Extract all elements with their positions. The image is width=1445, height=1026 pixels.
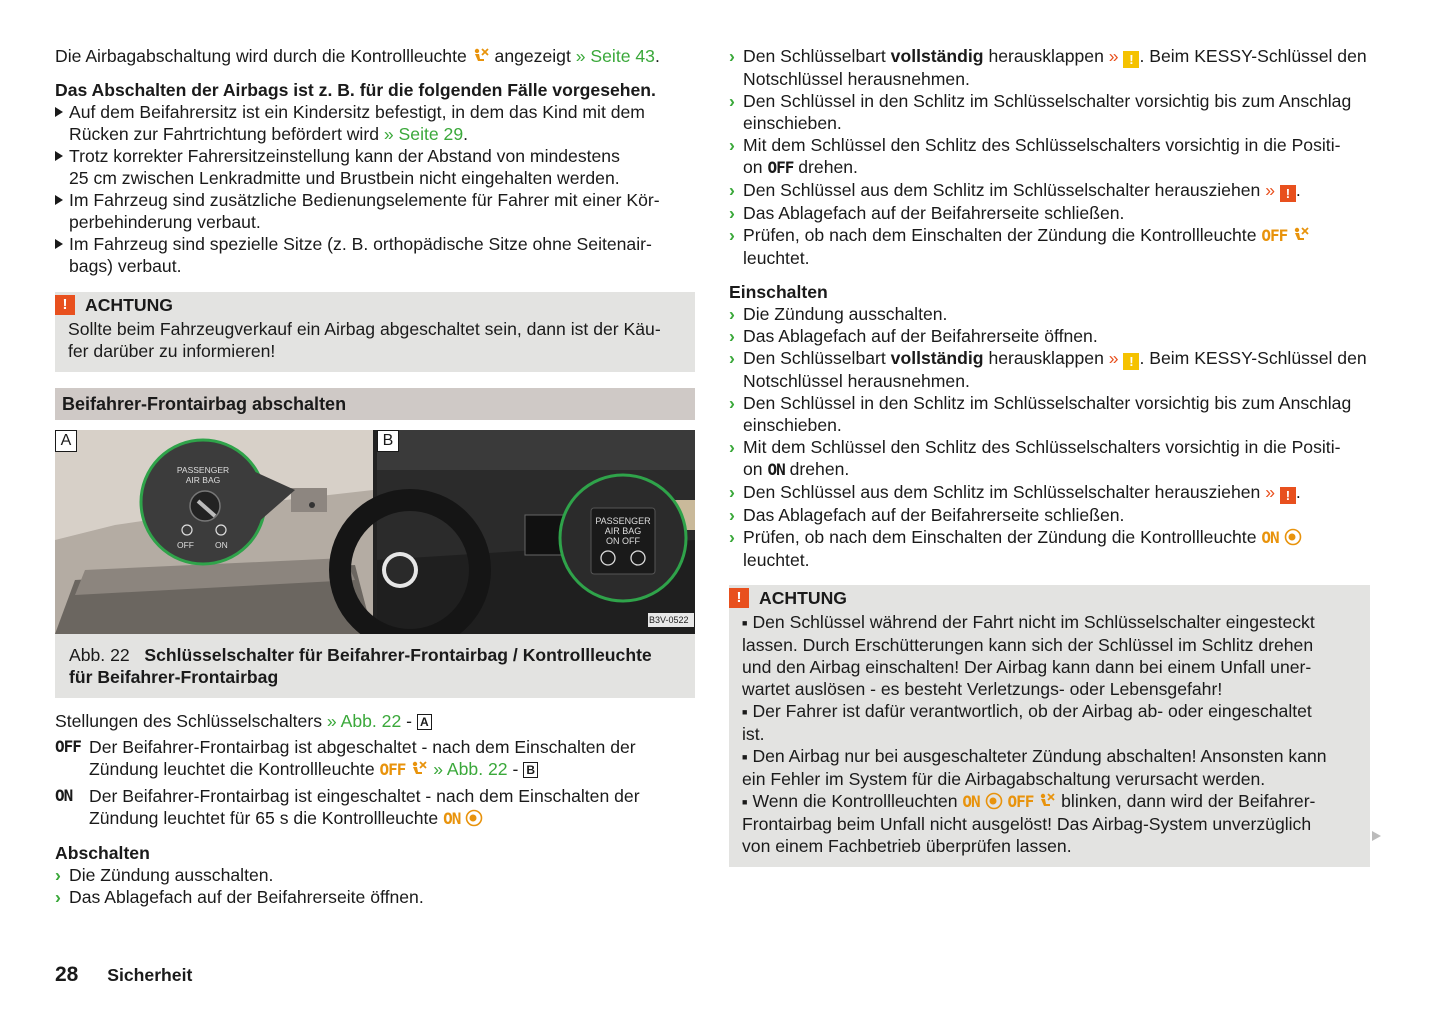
chevron-right-icon: › [55, 865, 61, 885]
abschalten-steps-cont [729, 45, 1370, 269]
link-abb-22-b[interactable]: » Abb. 22 [433, 759, 508, 779]
list-item: › Den Schlüssel aus dem Schlitz im Schlüsselschalter herausziehen » ! . [729, 482, 1301, 503]
positions-intro: Stellungen des Schlüsselschalters » Abb. 22 - A [55, 710, 695, 732]
switch-label-a: PASSENGER AIR BAG [176, 465, 230, 485]
einschalten-steps [729, 303, 1370, 571]
airbag-on-icon [985, 792, 1003, 810]
figure-code: B3V-0522 [649, 615, 689, 625]
list-item: Im Fahrzeug sind zusätzliche Bedienungselemente für Fahrer mit einer Kör- perbehinderung verbaut. [55, 189, 695, 233]
warning-item: ■ Wenn die Kontrollleuchten ON OFF blinken, dann wird der Beifahrer- Frontairbag beim Unfall nicht ausgelöst! Das Airbag-System unverzüglich von einem Fachbetrieb überprüfen lassen. [742, 790, 1357, 857]
chevron-right-icon: › [729, 527, 735, 547]
list-item: › Prüfen, ob nach dem Einschalten der Zündung die Kontrollleuchte OFF leuchtet. [729, 224, 1370, 269]
warning-item: ■ Der Fahrer ist dafür verantwortlich, ob der Airbag ab- oder eingeschaltet ist. [742, 700, 1357, 745]
chevron-right-icon: › [729, 304, 735, 324]
airbag-off-icon [410, 760, 428, 778]
chevron-right-icon: › [729, 203, 735, 223]
list-item: › Das Ablagefach auf der Beifahrerseite schließen. [729, 203, 1125, 223]
indicator-label-b: PASSENGER AIR BAG ON OFF [595, 516, 651, 546]
triangle-bullet-icon [55, 239, 63, 249]
warning-item: ■ Den Schlüssel während der Fahrt nicht im Schlüsselschalter eingesteckt lassen. Durch Erschütterungen kann sich der Schlüssel im Schlitz drehen und den Airbag einschalten! Der Airbag kann dann bei einem Unfall uner- wartet auslösen - es besteht Verletzungs- oder Lebensgefahr! [742, 611, 1357, 700]
list-item: › Mit dem Schlüssel den Schlitz des Schlüsselschalters vorsichtig in die Positi- on OFF drehen. [729, 135, 1341, 177]
cases-heading: Das Abschalten der Airbags ist z. B. für die folgenden Fälle vorgesehen. [55, 80, 656, 100]
chevron-right-icon: › [729, 46, 735, 66]
continue-arrow-icon [1372, 831, 1381, 841]
triangle-bullet-icon [55, 195, 63, 205]
triangle-bullet-icon [55, 107, 63, 117]
chevron-right-icon: › [55, 887, 61, 907]
chevron-right-icon: › [729, 482, 735, 502]
warning-box-1 [55, 292, 695, 372]
section-title: Beifahrer-Frontairbag abschalten [55, 388, 695, 420]
right-column [729, 45, 1370, 867]
chevron-right-icon: › [729, 437, 735, 457]
definition-off: OFF Der Beifahrer-Frontairbag ist abgeschaltet - nach dem Einschalten der Zündung leuchtet die Kontrollleuchte OFF » Abb. 22 - B [55, 737, 636, 779]
definition-on: ON Der Beifahrer-Frontairbag ist eingeschaltet - nach dem Einschalten der Zündung leuchtet für 65 s die Kontrollleuchte ON [55, 786, 640, 828]
warning-icon: ! [1280, 185, 1296, 202]
warning-icon: ! [729, 588, 749, 608]
list-item: › Die Zündung ausschalten. [729, 304, 948, 324]
figure-22 [55, 430, 695, 634]
off-symbol: OFF [55, 737, 81, 756]
list-item: › Das Ablagefach auf der Beifahrerseite schließen. [729, 505, 1125, 525]
triangle-bullet-icon [55, 151, 63, 161]
note-icon: ! [1123, 353, 1139, 370]
chevron-right-icon: › [729, 348, 735, 368]
list-item: Im Fahrzeug sind spezielle Sitze (z. B. orthopädische Sitze ohne Seitenair- bags) verbaut. [55, 233, 695, 277]
link-abb-22[interactable]: » Abb. 22 [326, 711, 402, 731]
footer-section: Sicherheit [107, 965, 193, 985]
intro-line: Die Airbagabschaltung wird durch die Kontrollleuchte angezeigt » Seite 43. [55, 46, 660, 66]
note-icon: ! [1123, 51, 1139, 68]
list-item: › Den Schlüssel in den Schlitz im Schlüsselschalter vorsichtig bis zum Anschlag einschieben. [729, 393, 1352, 435]
cases-list [55, 101, 695, 277]
chevron-right-icon: › [729, 225, 735, 245]
list-item: › Prüfen, ob nach dem Einschalten der Zündung die Kontrollleuchte ON leuchtet. [729, 526, 1370, 571]
einschalten-heading: Einschalten [729, 282, 828, 302]
airbag-on-icon [465, 809, 483, 827]
chevron-right-icon: › [729, 393, 735, 413]
page-footer [55, 964, 192, 986]
link-seite-29[interactable]: » Seite 29 [383, 124, 464, 144]
chevron-right-icon: › [729, 326, 735, 346]
warning-icon: ! [55, 295, 75, 315]
list-item: › Das Ablagefach auf der Beifahrerseite öffnen. [729, 326, 1098, 346]
figure-caption: Abb. 22 Schlüsselschalter für Beifahrer-Frontairbag / Kontrollleuchte für Beifahrer-Frontairbag [55, 634, 695, 698]
left-column [55, 45, 695, 908]
panel-label-a: A [55, 430, 77, 452]
on-symbol: ON [55, 786, 73, 805]
list-item: › Das Ablagefach auf der Beifahrerseite öffnen. [55, 887, 424, 907]
list-item: Trotz korrekter Fahrersitzeinstellung kann der Abstand von mindestens 25 cm zwischen Lenkradmitte und Brustbein nicht eingehalten werden. [55, 145, 695, 189]
switch-on-label: ON [215, 540, 228, 550]
chevron-right-icon: › [729, 91, 735, 111]
panel-label-b: B [377, 430, 399, 452]
warning-icon: ! [1280, 487, 1296, 504]
chevron-right-icon: › [729, 180, 735, 200]
list-item: › Den Schlüsselbart vollständig herausklappen » ! . Beim KESSY-Schlüssel den Notschlüssel herausnehmen. [729, 348, 1367, 391]
airbag-off-icon [472, 47, 490, 65]
chevron-right-icon: › [729, 505, 735, 525]
page-number: 28 [55, 963, 79, 986]
list-item: › Die Zündung ausschalten. [55, 865, 274, 885]
list-item: › Den Schlüssel aus dem Schlitz im Schlüsselschalter herausziehen » ! . [729, 180, 1301, 201]
switch-off-label: OFF [177, 540, 194, 550]
warning-text: Sollte beim Fahrzeugverkauf ein Airbag abgeschaltet sein, dann ist der Käu- fer darüber zu informieren! [68, 319, 661, 361]
airbag-off-icon [1038, 792, 1056, 810]
abschalten-steps [55, 864, 695, 908]
warning-header: ! ACHTUNG [729, 585, 1357, 611]
list-item: › Den Schlüssel in den Schlitz im Schlüsselschalter vorsichtig bis zum Anschlag einschieben. [729, 91, 1352, 133]
airbag-on-icon [1284, 528, 1302, 546]
link-seite-43[interactable]: » Seite 43 [575, 46, 655, 66]
list-item: › Mit dem Schlüssel den Schlitz des Schlüsselschalters vorsichtig in die Positi- on ON drehen. [729, 437, 1341, 479]
warning-item: ■ Den Airbag nur bei ausgeschalteter Zündung abschalten! Ansonsten kann ein Fehler im System für die Airbagabschaltung verursacht werden. [742, 745, 1357, 790]
chevron-right-icon: › [729, 135, 735, 155]
warning-header: ! ACHTUNG [55, 292, 682, 318]
list-item: › Den Schlüsselbart vollständig herausklappen » ! . Beim KESSY-Schlüssel den Notschlüssel herausnehmen. [729, 46, 1367, 89]
list-item: Auf dem Beifahrersitz ist ein Kindersitz befestigt, in dem das Kind mit dem Rücken zur Fahrtrichtung befördert wird » Seite 29. [55, 101, 695, 145]
abschalten-heading: Abschalten [55, 843, 150, 863]
warning-box-2 [729, 585, 1370, 867]
airbag-off-icon [1292, 226, 1310, 244]
